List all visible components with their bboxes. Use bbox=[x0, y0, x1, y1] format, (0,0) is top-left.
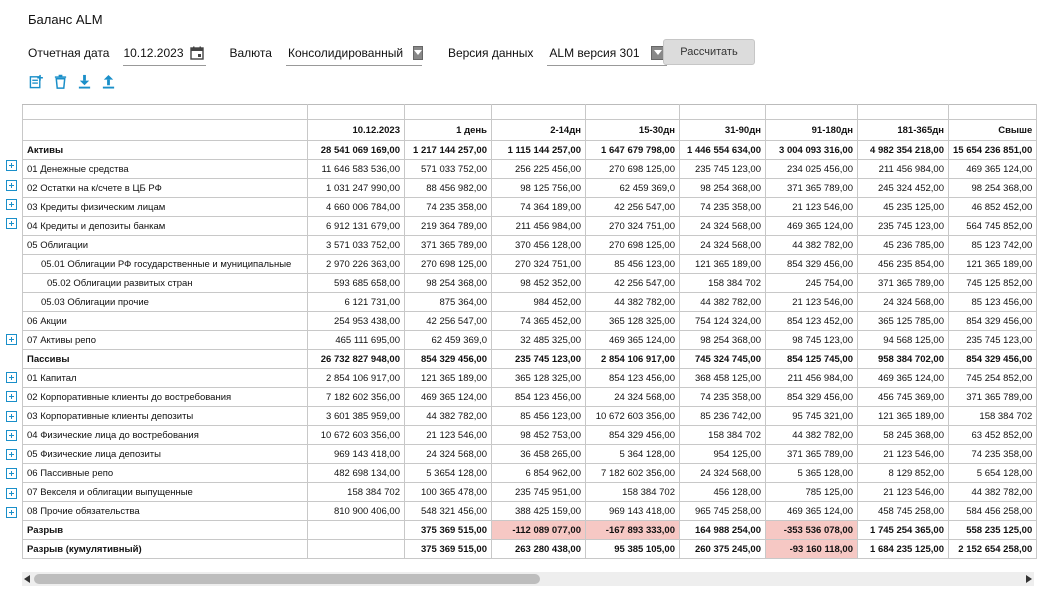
table-cell: 1 745 254 365,00 bbox=[858, 521, 949, 540]
table-cell: 98 452 753,00 bbox=[492, 426, 586, 445]
expand-icon[interactable] bbox=[6, 218, 17, 229]
table-cell: 745 254 852,00 bbox=[949, 369, 1037, 388]
expand-icon[interactable] bbox=[6, 391, 17, 402]
table-cell: 1 217 144 257,00 bbox=[405, 141, 492, 160]
table-cell: 456 128,00 bbox=[680, 483, 766, 502]
table-cell: 1 115 144 257,00 bbox=[492, 141, 586, 160]
table-cell: 74 235 358,00 bbox=[405, 198, 492, 217]
column-header[interactable]: 31-90дн bbox=[680, 120, 766, 141]
table-cell: 785 125,00 bbox=[766, 483, 858, 502]
table-cell: 2 970 226 363,00 bbox=[308, 255, 405, 274]
table-cell: 235 745 123,00 bbox=[492, 350, 586, 369]
row-label: Разрыв (кумулятивный) bbox=[23, 540, 308, 559]
table-cell: 98 254 368,00 bbox=[949, 179, 1037, 198]
expand-icon[interactable] bbox=[6, 199, 17, 210]
table-cell: 263 280 438,00 bbox=[492, 540, 586, 559]
table-cell: 6 121 731,00 bbox=[308, 293, 405, 312]
table-cell bbox=[492, 105, 586, 120]
expand-icon[interactable] bbox=[6, 430, 17, 441]
table-cell: 62 459 369,0 bbox=[405, 331, 492, 350]
table-cell: 44 382 782,00 bbox=[405, 407, 492, 426]
table-cell: 74 235 358,00 bbox=[680, 388, 766, 407]
table-cell: 100 365 478,00 bbox=[405, 483, 492, 502]
expand-icon[interactable] bbox=[6, 372, 17, 383]
table-cell bbox=[858, 105, 949, 120]
table-row[interactable] bbox=[23, 521, 1037, 540]
table-cell: 58 245 368,00 bbox=[858, 426, 949, 445]
table-cell: -112 089 077,00 bbox=[492, 521, 586, 540]
table-cell: 98 452 352,00 bbox=[492, 274, 586, 293]
table-cell: 854 329 456,00 bbox=[949, 312, 1037, 331]
table-cell: 969 143 418,00 bbox=[308, 445, 405, 464]
expand-icon[interactable] bbox=[6, 411, 17, 422]
expand-icon[interactable] bbox=[6, 449, 17, 460]
calculate-button[interactable]: Рассчитать bbox=[663, 39, 755, 65]
table-cell: 28 541 069 169,00 bbox=[308, 141, 405, 160]
row-label: 05.03 Облигации прочие bbox=[23, 293, 308, 312]
table-row[interactable] bbox=[23, 483, 1037, 502]
table-cell: 1 684 235 125,00 bbox=[858, 540, 949, 559]
date-field[interactable] bbox=[123, 41, 205, 66]
table-cell: 85 123 456,00 bbox=[949, 293, 1037, 312]
table-cell: 593 685 658,00 bbox=[308, 274, 405, 293]
version-select[interactable] bbox=[547, 41, 667, 66]
table-cell: 558 235 125,00 bbox=[949, 521, 1037, 540]
table-row[interactable] bbox=[23, 407, 1037, 426]
table-cell: 63 452 852,00 bbox=[949, 426, 1037, 445]
row-label: 01 Денежные средства bbox=[23, 160, 308, 179]
table-cell: 854 329 456,00 bbox=[405, 350, 492, 369]
table-cell: 365 125 785,00 bbox=[858, 312, 949, 331]
table-cell bbox=[23, 105, 308, 120]
table-cell: 10 672 603 356,00 bbox=[308, 426, 405, 445]
table-row[interactable] bbox=[23, 502, 1037, 521]
calendar-icon[interactable] bbox=[190, 46, 204, 60]
header-cell bbox=[23, 120, 308, 141]
table-cell: 388 425 159,00 bbox=[492, 502, 586, 521]
table-cell: 234 025 456,00 bbox=[766, 160, 858, 179]
table-cell: 85 123 742,00 bbox=[949, 236, 1037, 255]
table-cell: 954 125,00 bbox=[680, 445, 766, 464]
row-label: 08 Прочие обязательства bbox=[23, 502, 308, 521]
table-row[interactable] bbox=[23, 426, 1037, 445]
table-cell: 270 698 125,00 bbox=[586, 160, 680, 179]
date-value[interactable]: 10.12.2023 bbox=[123, 45, 184, 60]
table-row[interactable] bbox=[23, 160, 1037, 179]
table-cell: 365 128 325,00 bbox=[586, 312, 680, 331]
table-cell: 854 329 456,00 bbox=[766, 255, 858, 274]
expand-icon[interactable] bbox=[6, 180, 17, 191]
table-cell: 98 745 123,00 bbox=[766, 331, 858, 350]
row-label: 02 Корпоративные клиенты до востребования bbox=[23, 388, 308, 407]
table-cell: 45 235 125,00 bbox=[858, 198, 949, 217]
table-cell: 24 324 568,00 bbox=[680, 217, 766, 236]
table-row[interactable] bbox=[23, 369, 1037, 388]
table-cell: 564 745 852,00 bbox=[949, 217, 1037, 236]
currency-select[interactable] bbox=[286, 41, 422, 66]
table-cell bbox=[405, 105, 492, 120]
table-cell: 235 745 123,00 bbox=[680, 160, 766, 179]
table-cell: 44 382 782,00 bbox=[766, 426, 858, 445]
table-cell: 24 324 568,00 bbox=[405, 445, 492, 464]
row-label: 05 Физические лица депозиты bbox=[23, 445, 308, 464]
table-cell: 88 456 982,00 bbox=[405, 179, 492, 198]
table-cell: 5 364 128,00 bbox=[586, 445, 680, 464]
table-cell: 11 646 583 536,00 bbox=[308, 160, 405, 179]
row-label: 03 Корпоративные клиенты депозиты bbox=[23, 407, 308, 426]
table-cell: 270 324 751,00 bbox=[586, 217, 680, 236]
table-cell: 121 365 189,00 bbox=[949, 255, 1037, 274]
table-cell: 21 123 546,00 bbox=[858, 445, 949, 464]
table-row[interactable] bbox=[23, 540, 1037, 559]
table-cell bbox=[680, 105, 766, 120]
table-cell: 95 385 105,00 bbox=[586, 540, 680, 559]
row-label: 04 Кредиты и депозиты банкам bbox=[23, 217, 308, 236]
table-cell: 469 365 124,00 bbox=[766, 217, 858, 236]
table-cell: 98 254 368,00 bbox=[680, 179, 766, 198]
table-cell bbox=[308, 521, 405, 540]
table-cell: 158 384 702 bbox=[308, 483, 405, 502]
row-label: Разрыв bbox=[23, 521, 308, 540]
table-cell: 984 452,00 bbox=[492, 293, 586, 312]
table-cell: -353 536 078,00 bbox=[766, 521, 858, 540]
table-cell: 74 365 452,00 bbox=[492, 312, 586, 331]
table-cell: 21 123 546,00 bbox=[858, 483, 949, 502]
table-cell: 211 456 984,00 bbox=[858, 160, 949, 179]
table-cell: 21 123 546,00 bbox=[766, 198, 858, 217]
table-cell: 46 852 452,00 bbox=[949, 198, 1037, 217]
table-cell: 158 384 702 bbox=[680, 274, 766, 293]
row-label: 06 Акции bbox=[23, 312, 308, 331]
alm-balance-table bbox=[22, 104, 1037, 559]
table-cell: 85 456 123,00 bbox=[492, 407, 586, 426]
table-cell bbox=[949, 105, 1037, 120]
table-cell: 371 365 789,00 bbox=[766, 179, 858, 198]
table-cell: 270 698 125,00 bbox=[405, 255, 492, 274]
table-cell: 74 235 358,00 bbox=[949, 445, 1037, 464]
table-cell: 958 384 702,00 bbox=[858, 350, 949, 369]
table-cell: 26 732 827 948,00 bbox=[308, 350, 405, 369]
table-cell: 754 124 324,00 bbox=[680, 312, 766, 331]
table-cell: 469 365 124,00 bbox=[858, 369, 949, 388]
table-cell: 571 033 752,00 bbox=[405, 160, 492, 179]
table-cell: 745 125 852,00 bbox=[949, 274, 1037, 293]
table-row[interactable] bbox=[23, 236, 1037, 255]
table-cell: 24 324 568,00 bbox=[586, 388, 680, 407]
table-cell: 469 365 124,00 bbox=[586, 331, 680, 350]
table-cell: 85 456 123,00 bbox=[586, 255, 680, 274]
table-cell: 3 601 385 959,00 bbox=[308, 407, 405, 426]
table-cell: 368 458 125,00 bbox=[680, 369, 766, 388]
row-label: 01 Капитал bbox=[23, 369, 308, 388]
table-cell: 965 745 258,00 bbox=[680, 502, 766, 521]
expand-icon[interactable] bbox=[6, 507, 17, 518]
currency-value: Консолидированный bbox=[287, 45, 404, 60]
table-cell: 74 235 358,00 bbox=[680, 198, 766, 217]
table-row[interactable] bbox=[23, 350, 1037, 369]
table-cell: 85 236 742,00 bbox=[680, 407, 766, 426]
version-label: Версия данных bbox=[447, 46, 534, 60]
row-label: 02 Остатки на к/счете в ЦБ РФ bbox=[23, 179, 308, 198]
expand-icon[interactable] bbox=[6, 160, 17, 171]
table-cell: 36 458 265,00 bbox=[492, 445, 586, 464]
column-header[interactable]: Свыше bbox=[949, 120, 1037, 141]
table-cell: 854 125 745,00 bbox=[766, 350, 858, 369]
table-cell: -167 893 333,00 bbox=[586, 521, 680, 540]
table-cell: 270 698 125,00 bbox=[586, 236, 680, 255]
table-cell: 219 364 789,00 bbox=[405, 217, 492, 236]
add-icon[interactable] bbox=[28, 73, 44, 89]
table-cell: 158 384 702 bbox=[949, 407, 1037, 426]
page-title: Баланс ALM bbox=[28, 12, 103, 27]
table-cell: 45 236 785,00 bbox=[858, 236, 949, 255]
scroll-right-icon[interactable] bbox=[1026, 575, 1032, 583]
table-cell: 121 365 189,00 bbox=[858, 407, 949, 426]
table-cell: 164 988 254,00 bbox=[680, 521, 766, 540]
table-cell: 854 123 456,00 bbox=[492, 388, 586, 407]
table-cell: 24 324 568,00 bbox=[680, 236, 766, 255]
table-cell: 98 125 756,00 bbox=[492, 179, 586, 198]
expand-icon[interactable] bbox=[6, 468, 17, 479]
table-row[interactable] bbox=[23, 312, 1037, 331]
table-cell: 854 123 452,00 bbox=[766, 312, 858, 331]
table-cell: 371 365 789,00 bbox=[405, 236, 492, 255]
table-cell: 260 375 245,00 bbox=[680, 540, 766, 559]
table-cell: 365 128 325,00 bbox=[492, 369, 586, 388]
table-cell: 44 382 782,00 bbox=[949, 483, 1037, 502]
table-cell: 32 485 325,00 bbox=[492, 331, 586, 350]
row-label: Активы bbox=[23, 141, 308, 160]
table-cell: 24 324 568,00 bbox=[680, 464, 766, 483]
table-cell: 1 446 554 634,00 bbox=[680, 141, 766, 160]
table-cell: 875 364,00 bbox=[405, 293, 492, 312]
table-row[interactable] bbox=[23, 198, 1037, 217]
table-cell: 42 256 547,00 bbox=[586, 198, 680, 217]
table-cell: 158 384 702 bbox=[680, 426, 766, 445]
table-cell: 5 654 128,00 bbox=[949, 464, 1037, 483]
table-cell: 235 745 123,00 bbox=[949, 331, 1037, 350]
table-row[interactable] bbox=[23, 141, 1037, 160]
table-cell: 456 235 854,00 bbox=[858, 255, 949, 274]
row-label: 05.01 Облигации РФ государственные и муниципальные bbox=[23, 255, 308, 274]
table-row[interactable] bbox=[23, 217, 1037, 236]
column-header[interactable]: 10.12.2023 bbox=[308, 120, 405, 141]
table-cell: 375 369 515,00 bbox=[405, 521, 492, 540]
table-cell: 245 754,00 bbox=[766, 274, 858, 293]
table-cell: 98 254 368,00 bbox=[680, 331, 766, 350]
table-cell: 24 324 568,00 bbox=[858, 293, 949, 312]
delete-icon[interactable] bbox=[52, 73, 68, 89]
table-cell: 371 365 789,00 bbox=[949, 388, 1037, 407]
table-cell: 62 459 369,0 bbox=[586, 179, 680, 198]
table-cell: 2 854 106 917,00 bbox=[308, 369, 405, 388]
table-cell: 375 369 515,00 bbox=[405, 540, 492, 559]
table-cell: 158 384 702 bbox=[586, 483, 680, 502]
table-cell: 7 182 602 356,00 bbox=[308, 388, 405, 407]
upload-icon[interactable] bbox=[100, 73, 116, 89]
table-cell: 235 745 123,00 bbox=[858, 217, 949, 236]
row-label: 03 Кредиты физическим лицам bbox=[23, 198, 308, 217]
table-cell bbox=[308, 540, 405, 559]
table-cell: 254 953 438,00 bbox=[308, 312, 405, 331]
table-cell: 15 654 236 851,00 bbox=[949, 141, 1037, 160]
table-cell: 584 456 258,00 bbox=[949, 502, 1037, 521]
table-row[interactable] bbox=[23, 331, 1037, 350]
table-cell: 854 329 456,00 bbox=[949, 350, 1037, 369]
table-cell: 5 3654 128,00 bbox=[405, 464, 492, 483]
row-label: 06 Пассивные репо bbox=[23, 464, 308, 483]
table-cell: 21 123 546,00 bbox=[766, 293, 858, 312]
date-label: Отчетная дата bbox=[28, 46, 110, 60]
table-cell: 810 900 406,00 bbox=[308, 502, 405, 521]
row-label: 04 Физические лица до востребования bbox=[23, 426, 308, 445]
table-cell: 7 182 602 356,00 bbox=[586, 464, 680, 483]
table-cell: 235 745 951,00 bbox=[492, 483, 586, 502]
table-cell: 94 568 125,00 bbox=[858, 331, 949, 350]
table-cell: 3 571 033 752,00 bbox=[308, 236, 405, 255]
table-row[interactable] bbox=[23, 388, 1037, 407]
toolbar bbox=[28, 73, 116, 89]
table-cell: 8 129 852,00 bbox=[858, 464, 949, 483]
table-row[interactable] bbox=[23, 445, 1037, 464]
scrollbar-thumb[interactable] bbox=[34, 574, 540, 584]
table-cell: 969 143 418,00 bbox=[586, 502, 680, 521]
table-cell: 4 660 006 784,00 bbox=[308, 198, 405, 217]
table-cell: 2 854 106 917,00 bbox=[586, 350, 680, 369]
table-cell: 211 456 984,00 bbox=[492, 217, 586, 236]
table-cell: 854 123 456,00 bbox=[586, 369, 680, 388]
table-cell: 3 004 093 316,00 bbox=[766, 141, 858, 160]
table-cell: 465 111 695,00 bbox=[308, 331, 405, 350]
table-cell: -93 160 118,00 bbox=[766, 540, 858, 559]
table-cell: 745 324 745,00 bbox=[680, 350, 766, 369]
column-header[interactable]: 2-14дн bbox=[492, 120, 586, 141]
column-header[interactable]: 91-180дн bbox=[766, 120, 858, 141]
table-cell: 98 254 368,00 bbox=[405, 274, 492, 293]
table-cell: 1 031 247 990,00 bbox=[308, 179, 405, 198]
row-label: Пассивы bbox=[23, 350, 308, 369]
table-row[interactable] bbox=[23, 293, 1037, 312]
table-cell: 211 456 984,00 bbox=[766, 369, 858, 388]
row-label: 05 Облигации bbox=[23, 236, 308, 255]
table-cell: 42 256 547,00 bbox=[586, 274, 680, 293]
table-cell: 371 365 789,00 bbox=[858, 274, 949, 293]
table-cell: 482 698 134,00 bbox=[308, 464, 405, 483]
table-cell: 469 365 124,00 bbox=[766, 502, 858, 521]
table-cell: 42 256 547,00 bbox=[405, 312, 492, 331]
table-cell: 6 912 131 679,00 bbox=[308, 217, 405, 236]
table-cell: 270 324 751,00 bbox=[492, 255, 586, 274]
table-row[interactable] bbox=[23, 464, 1037, 483]
currency-label: Валюта bbox=[229, 46, 272, 60]
table-cell: 44 382 782,00 bbox=[766, 236, 858, 255]
table-cell: 2 152 654 258,00 bbox=[949, 540, 1037, 559]
version-value: ALM версия 301 bbox=[549, 45, 640, 60]
table-header-row bbox=[23, 120, 1037, 141]
table-cell: 74 364 189,00 bbox=[492, 198, 586, 217]
table-cell: 121 365 189,00 bbox=[680, 255, 766, 274]
chevron-down-icon[interactable] bbox=[413, 46, 423, 60]
table-cell: 854 329 456,00 bbox=[766, 388, 858, 407]
table-cell: 6 854 962,00 bbox=[492, 464, 586, 483]
column-header[interactable]: 1 день bbox=[405, 120, 492, 141]
table-cell: 469 365 124,00 bbox=[405, 388, 492, 407]
table-cell bbox=[308, 105, 405, 120]
table-row[interactable] bbox=[23, 179, 1037, 198]
table-cell: 371 365 789,00 bbox=[766, 445, 858, 464]
table-cell: 548 321 456,00 bbox=[405, 502, 492, 521]
row-label: 05.02 Облигации развитых стран bbox=[23, 274, 308, 293]
filter-bar bbox=[28, 40, 693, 66]
row-label: 07 Активы репо bbox=[23, 331, 308, 350]
table-cell: 5 365 128,00 bbox=[766, 464, 858, 483]
table-cell: 21 123 546,00 bbox=[405, 426, 492, 445]
table-cell: 10 672 603 356,00 bbox=[586, 407, 680, 426]
table-cell: 44 382 782,00 bbox=[680, 293, 766, 312]
table-cell: 456 745 369,00 bbox=[858, 388, 949, 407]
column-header[interactable]: 181-365дн bbox=[858, 120, 949, 141]
expand-icon[interactable] bbox=[6, 334, 17, 345]
expand-icon[interactable] bbox=[6, 488, 17, 499]
horizontal-scrollbar[interactable] bbox=[22, 572, 1034, 586]
table-cell: 4 982 354 218,00 bbox=[858, 141, 949, 160]
table-cell: 458 745 258,00 bbox=[858, 502, 949, 521]
table-cell bbox=[586, 105, 680, 120]
table-spacer-row bbox=[23, 105, 1037, 120]
table-cell: 121 365 189,00 bbox=[405, 369, 492, 388]
table-cell: 469 365 124,00 bbox=[949, 160, 1037, 179]
column-header[interactable]: 15-30дн bbox=[586, 120, 680, 141]
scroll-left-icon[interactable] bbox=[24, 575, 30, 583]
table-cell bbox=[766, 105, 858, 120]
table-cell: 370 456 128,00 bbox=[492, 236, 586, 255]
row-label: 07 Векселя и облигации выпущенные bbox=[23, 483, 308, 502]
table-cell: 44 382 782,00 bbox=[586, 293, 680, 312]
table-row[interactable] bbox=[23, 255, 1037, 274]
table-cell: 245 324 452,00 bbox=[858, 179, 949, 198]
table-cell: 854 329 456,00 bbox=[586, 426, 680, 445]
download-icon[interactable] bbox=[76, 73, 92, 89]
table-cell: 1 647 679 798,00 bbox=[586, 141, 680, 160]
table-cell: 95 745 321,00 bbox=[766, 407, 858, 426]
table-cell: 256 225 456,00 bbox=[492, 160, 586, 179]
table-row[interactable] bbox=[23, 274, 1037, 293]
